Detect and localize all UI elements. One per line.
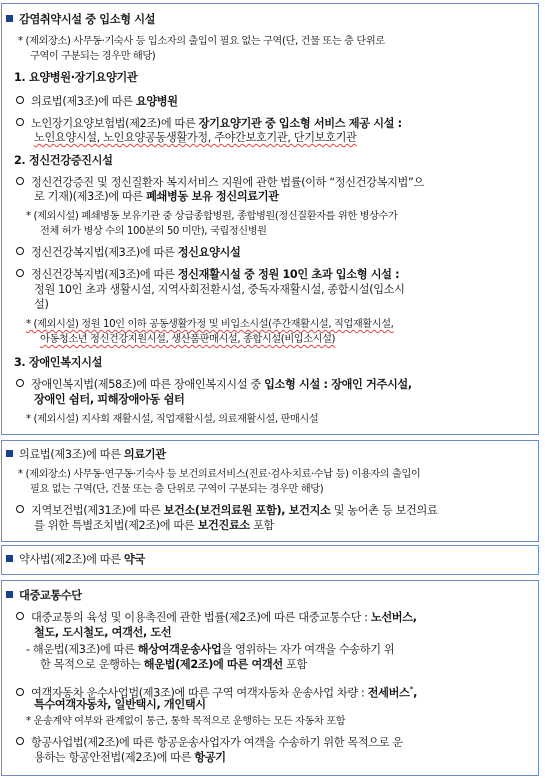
- circle-bullet-icon: [16, 177, 24, 185]
- section-title: 의료법(제3조)에 따른 의료기관: [6, 448, 166, 462]
- square-bullet-icon: [6, 450, 13, 457]
- circle-bullet-icon: [16, 688, 24, 696]
- note: * (제외시설) 정원 10인 이하 공동생활가정 및 비입소시설(주간재활시설, 직업재활시설,: [26, 319, 394, 330]
- list-item: 의료법(제3조)에 따른 요양병원: [16, 95, 178, 109]
- subheading: 1. 요양병원·장기요양기관: [14, 71, 138, 84]
- list-item: 정신건강복지법(제3조)에 따른 정신재활시설 중 정원 10인 초과 입소형 시설 :: [16, 268, 399, 282]
- note: 전체 허가 병상 수의 100분의 50 미만), 국립정신병원: [40, 226, 267, 237]
- square-bullet-icon: [6, 555, 13, 562]
- circle-bullet-icon: [16, 612, 24, 620]
- note: 필요 없는 구역(단, 건물 또는 층 단위로 구역이 구분되는 경우만 해당): [30, 484, 324, 495]
- list-item: 장애인복지법(제58조)에 따른 장애인복지시설 중 입소형 시설 : 장애인 거주시설,: [16, 378, 412, 392]
- subheading: 2. 정신건강증진시설: [14, 154, 113, 167]
- note: * (제외시설) 폐쇄병동 보유기관 중 상급종합병원, 종합병원(정신질환자를 위한 병상수가: [26, 211, 398, 222]
- list-item: 노인장기요양보험법(제2조)에 따른 장기요양기관 중 입소형 서비스 제공 시설 :: [16, 117, 402, 131]
- list-item-continuation: 설): [34, 298, 49, 311]
- list-item-continuation: 로 기재)(제3조)에 따른 폐쇄병동 보유 정신의료기관: [34, 190, 279, 203]
- dash-item-continuation: 한 목적으로 운행하는 해운법(제2조)에 따른 여객선 포함: [40, 658, 307, 671]
- list-item: 대중교통의 육성 및 이용촉진에 관한 법률(제2조)에 따른 대중교통수단 : 노선버스,: [16, 611, 417, 625]
- note: * (제외장소) 사무동·연구동·기숙사 등 보건의료서비스(진료·검사·치료·수납 등) 이용자의 출입이: [18, 469, 421, 480]
- square-bullet-icon: [6, 15, 13, 22]
- note: * (제외시설) 지사회 재활시설, 직업재활시설, 의료재활시설, 판매시설: [26, 414, 319, 425]
- list-item: 정신건강증진 및 정신질환자 복지서비스 지원에 관한 법률(이하 “정신건강복지법”으: [16, 176, 424, 190]
- section-title: 감염취약시설 중 입소형 시설: [6, 13, 155, 27]
- circle-bullet-icon: [16, 505, 24, 513]
- dash-item: - 해운법(제3조)에 따른 해상여객운송사업을 영위하는 자가 여객을 수송하기 위: [26, 643, 395, 656]
- list-item: 지역보건법(제31조)에 따른 보건소(보건의료원 포함), 보건지소 및 농어촌 등 보건의료: [16, 504, 437, 518]
- note: 구역이 구분되는 경우만 해당): [30, 51, 156, 62]
- list-item: 여객자동차 운수사업법(제3조)에 따른 구역 여객자동차 운송사업 차량 : 전세버스*,: [16, 683, 417, 701]
- list-item-continuation: 노인요양시설, 노인요양공동생활가정, 주야간보호기관, 단기보호기관: [34, 131, 357, 144]
- circle-bullet-icon: [16, 118, 24, 126]
- circle-bullet-icon: [16, 379, 24, 387]
- list-item-continuation: 용하는 항공안전법(제2조)에 따른 항공기: [34, 751, 226, 764]
- section-title: 약사법(제2조)에 따른 약국: [6, 553, 145, 567]
- circle-bullet-icon: [16, 96, 24, 104]
- subheading: 3. 장애인복지시설: [14, 356, 103, 369]
- circle-bullet-icon: [16, 247, 24, 255]
- list-item-continuation: 정원 10인 초과 생활시설, 지역사회전환시설, 중독자재활시설, 종합시설(입소시: [34, 283, 405, 296]
- circle-bullet-icon: [16, 269, 24, 277]
- square-bullet-icon: [6, 591, 13, 598]
- list-item-continuation: 철도, 도시철도, 여객선, 도선: [34, 626, 172, 639]
- list-item-continuation: 장애인 쉼터, 피해장애아동 쉼터: [34, 393, 185, 406]
- list-item-continuation: 특수여객자동차, 일반택시, 개인택시: [34, 698, 206, 711]
- section-title: 대중교통수단: [6, 589, 82, 603]
- list-item: 정신건강복지법(제3조)에 따른 정신요양시설: [16, 246, 240, 260]
- note: 아동청소년 정신건강지원시설, 생산품판매시설, 종합시설(비입소시설): [40, 334, 336, 345]
- circle-bullet-icon: [16, 737, 24, 745]
- list-item-continuation: 를 위한 특별조치법(제2조)에 따른 보건진료소 포함: [34, 519, 274, 532]
- note: * 운송계약 여부와 관계없이 통근, 통학 목적으로 운행하는 모든 자동차 포함: [26, 716, 346, 727]
- list-item: 항공사업법(제2조)에 따른 항공운송사업자가 여객을 수송하기 위한 목적으로 운: [16, 736, 403, 750]
- note: * (제외장소) 사무동·기숙사 등 입소자의 출입이 필요 없는 구역(단, 건물 또는 층 단위로: [18, 36, 385, 47]
